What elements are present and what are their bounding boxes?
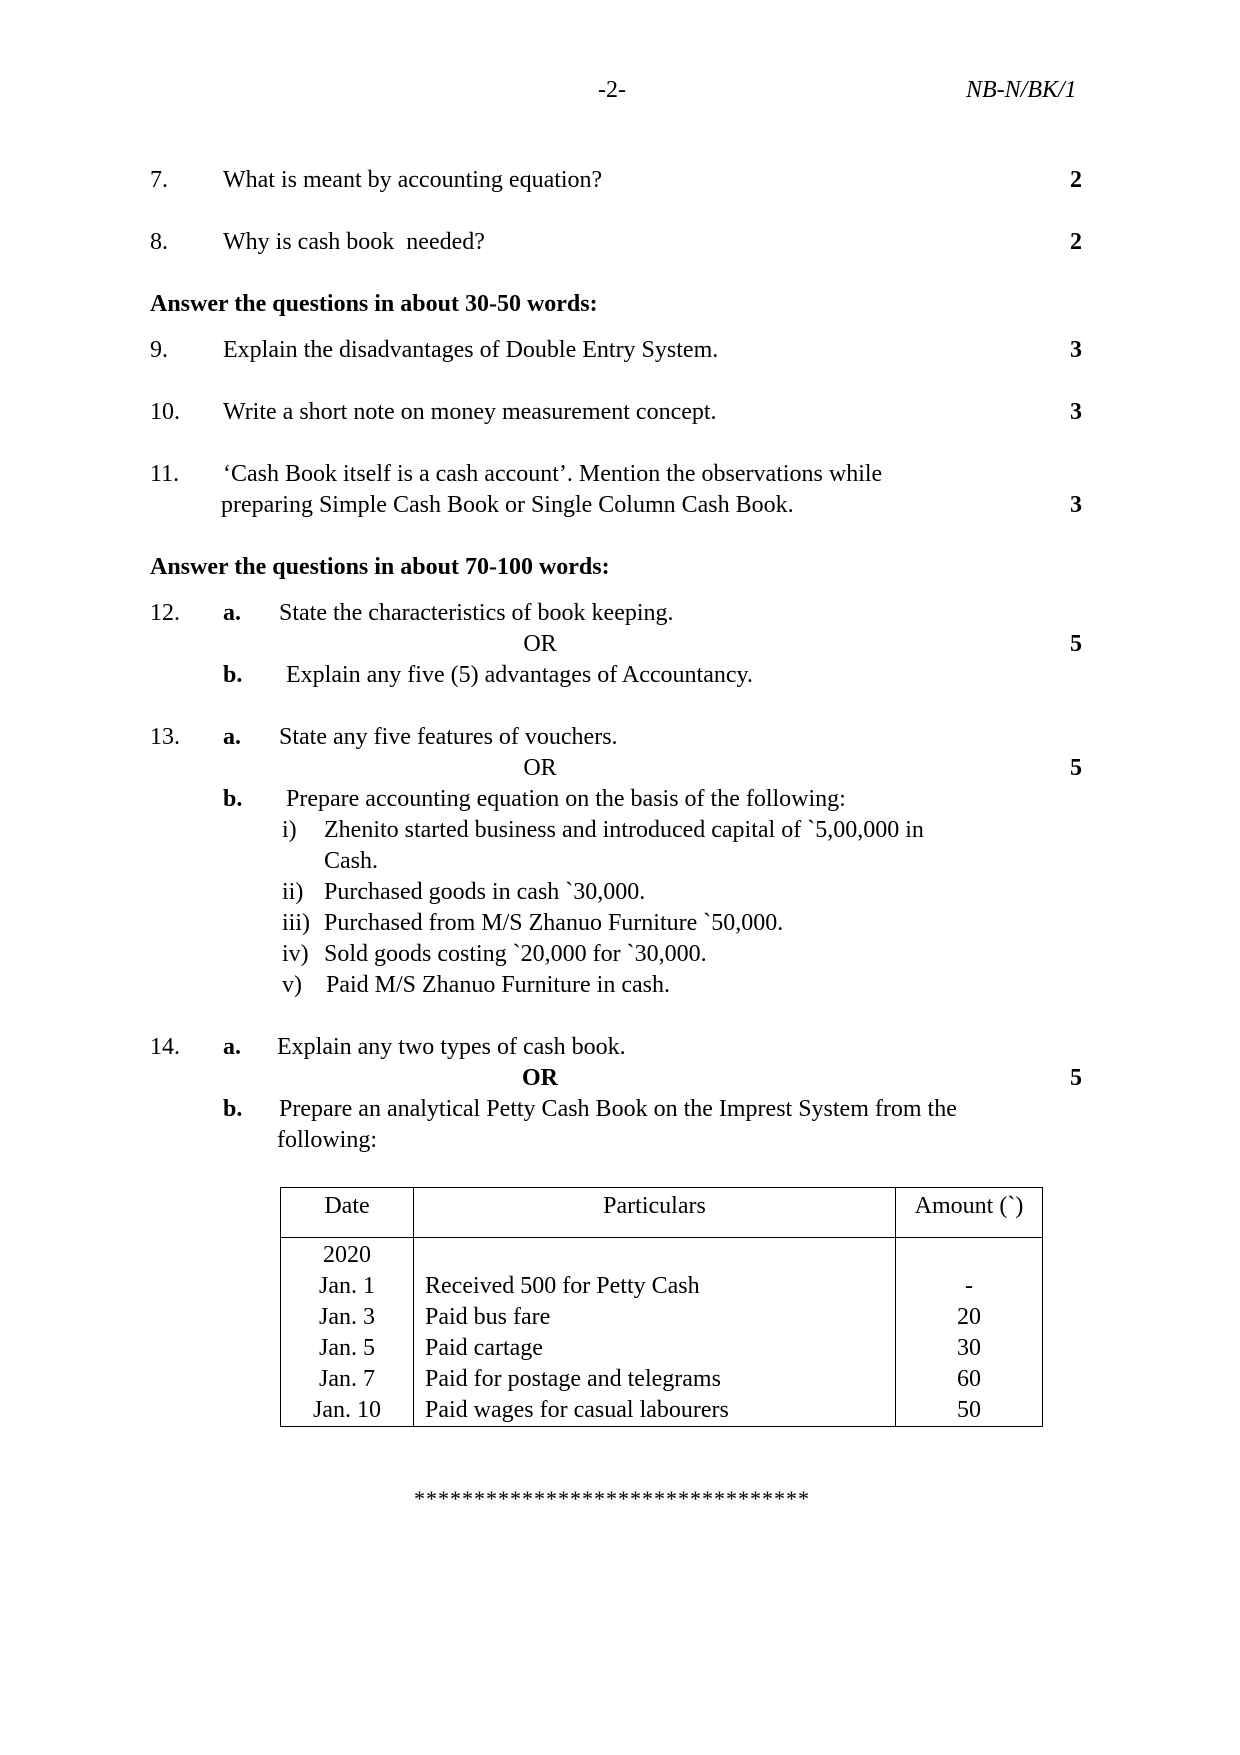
end-of-paper-stars: ********************************* [414, 1486, 810, 1511]
q14-a-label: a. [223, 1034, 241, 1060]
table-row [281, 1333, 1043, 1364]
header-amount: Amount (`) [896, 1188, 1043, 1238]
q7-text: What is meant by accounting equation? [223, 167, 603, 193]
header-date: Date [281, 1188, 414, 1238]
q10-marks: 3 [1070, 399, 1082, 425]
q13-item-5-number: v) [282, 972, 302, 998]
q13-item-3-text: Purchased from M/S Zhanuo Furniture `50,000. [324, 910, 784, 936]
q13-item-2-number: ii) [282, 879, 304, 905]
q8-number: 8. [150, 229, 168, 255]
q14-marks: 5 [1070, 1065, 1082, 1091]
q13-a-label: a. [223, 724, 241, 750]
q14-b-label: b. [223, 1096, 243, 1122]
q13-a-text: State any five features of vouchers. [279, 724, 618, 750]
q13-item-4-number: iv) [282, 941, 309, 967]
cell-amount: 60 [896, 1364, 1043, 1395]
q13-item-1-text-cont: Cash. [324, 848, 378, 874]
q8-text: Why is cash book needed? [223, 229, 485, 255]
q13-item-2-text: Purchased goods in cash `30,000. [324, 879, 646, 905]
q13-or: OR [523, 755, 557, 781]
cell-date: Jan. 7 [281, 1364, 414, 1395]
section-heading-short: Answer the questions in about 30-50 words: [150, 291, 598, 317]
q14-number: 14. [150, 1034, 180, 1060]
q9-marks: 3 [1070, 337, 1082, 363]
q11-marks: 3 [1070, 492, 1082, 518]
q9-text: Explain the disadvantages of Double Entry System. [223, 337, 719, 363]
section-heading-long: Answer the questions in about 70-100 words: [150, 554, 610, 580]
table-row [281, 1271, 1043, 1302]
cell-particulars: Paid bus fare [414, 1302, 896, 1333]
q13-item-4-text: Sold goods costing `20,000 for `30,000. [324, 941, 707, 967]
q12-a-text: State the characteristics of book keeping. [279, 600, 674, 626]
cell-particulars: Received 500 for Petty Cash [414, 1271, 896, 1302]
q7-number: 7. [150, 167, 168, 193]
q12-a-label: a. [223, 600, 241, 626]
q13-item-1-text: Zhenito started business and introduced capital of `5,00,000 in [324, 817, 924, 843]
header-particulars: Particulars [414, 1188, 896, 1238]
cell-amount: 30 [896, 1333, 1043, 1364]
q10-number: 10. [150, 399, 180, 425]
cell-particulars: Paid cartage [414, 1333, 896, 1364]
q11-number: 11. [150, 461, 180, 487]
cell-amount: - [896, 1271, 1043, 1302]
q12-b-label: b. [223, 662, 243, 688]
table-header-row [281, 1188, 1043, 1238]
q13-b-text: Prepare accounting equation on the basis of the following: [286, 786, 846, 812]
q10-text: Write a short note on money measurement concept. [223, 399, 717, 425]
cell-date: Jan. 3 [281, 1302, 414, 1333]
q14-a-text: Explain any two types of cash book. [277, 1034, 626, 1060]
q13-number: 13. [150, 724, 180, 750]
q7-marks: 2 [1070, 167, 1082, 193]
q13-b-label: b. [223, 786, 243, 812]
q14-b-text-line2: following: [277, 1127, 377, 1153]
cell-date: Jan. 10 [281, 1395, 414, 1427]
petty-cash-table [280, 1187, 1043, 1427]
q11-text-line2: preparing Simple Cash Book or Single Column Cash Book. [221, 492, 794, 518]
q14-b-text-line1: Prepare an analytical Petty Cash Book on the Imprest System from the [279, 1096, 957, 1122]
cell-date: Jan. 5 [281, 1333, 414, 1364]
cell-amount: 50 [896, 1395, 1043, 1427]
q12-number: 12. [150, 600, 180, 626]
table-row-year [281, 1238, 1043, 1272]
cell-year: 2020 [281, 1238, 414, 1272]
q14-or: OR [522, 1065, 558, 1091]
cell-amount: 20 [896, 1302, 1043, 1333]
q12-b-text: Explain any five (5) advantages of Accountancy. [286, 662, 753, 688]
paper-code: NB-N/BK/1 [966, 77, 1077, 103]
q13-marks: 5 [1070, 755, 1082, 781]
table-row [281, 1302, 1043, 1333]
q11-text-line1: ‘Cash Book itself is a cash account’. Mention the observations while [223, 461, 883, 487]
q12-marks: 5 [1070, 631, 1082, 657]
cell-date: Jan. 1 [281, 1271, 414, 1302]
cell-particulars: Paid wages for casual labourers [414, 1395, 896, 1427]
q13-item-5-text: Paid M/S Zhanuo Furniture in cash. [326, 972, 670, 998]
table-row [281, 1364, 1043, 1395]
q8-marks: 2 [1070, 229, 1082, 255]
q12-or: OR [523, 631, 557, 657]
q9-number: 9. [150, 337, 168, 363]
cell-particulars: Paid for postage and telegrams [414, 1364, 896, 1395]
table-row [281, 1395, 1043, 1427]
page-number: -2- [598, 77, 626, 103]
q13-item-1-number: i) [282, 817, 297, 843]
q13-item-3-number: iii) [282, 910, 310, 936]
